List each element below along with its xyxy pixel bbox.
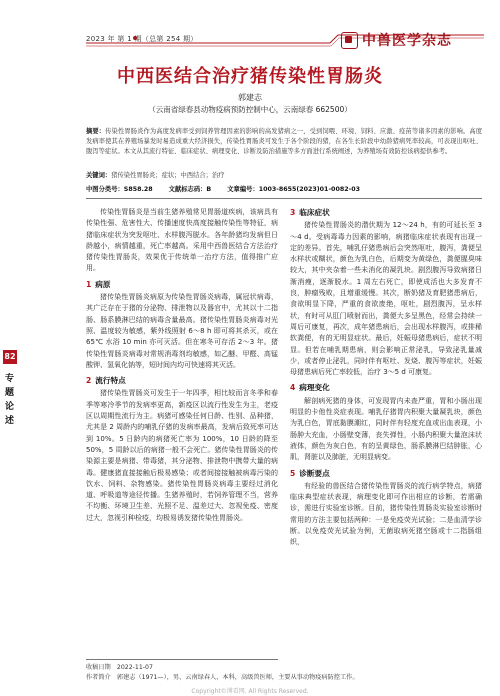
section-number: 3: [290, 208, 296, 217]
page-number: 82: [3, 350, 17, 364]
keywords-label: 关键词：: [86, 172, 112, 179]
intro-paragraph: 传染性胃肠炎是当前生猪养殖常见胃肠道疾病，该病具有传染性强、危害性大、传播速度快高度接触传染性等特征，病猪临床症状为突发呕吐、水样腹泻脱水。各年龄猪均发病但日龄越小，病情越重，死亡率越高。采用中西兽医结合方法治疗猪传染性胃肠炎，效果优于传统单一治疗方法，值得推广应用。: [86, 208, 278, 273]
section-heading-4: [290, 382, 482, 393]
author-bio: 作者简介 郭建志（1971—），男，云南绿春人，本科，高级兽医师，主要从事动物疫病防控工作。: [86, 674, 359, 681]
seal-icon: [341, 32, 358, 49]
section-2-text: 猪传染性胃肠炎可发生于一年四季，相比较而言冬季和春季等寒冷季节的发病率更高，新疫区以流行性发生为主，老疫区以周期性流行为主。病猪可感染任何日龄、性别、品种猪，尤其是 2 周龄内的哺乳仔猪的发病率最高，发病后致死率可达到 10%。5 日龄内的病猪死亡率为 100%，10 日龄的降至 50%，5 周龄以后的病猪一般不会死亡。猪传染性胃肠炎的传染源主要是病猪、带毒猪，其分泌物、排泄物中携带大量的病毒。健康猪直接接触后极易感染；或者间接接触被病毒污染的饮水、饲料、杂物感染。猪传染性胃肠炎病毒主要经过消化道、呼吸道等途径传播。生猪养殖时，若饲养管理不当，营养不均衡、环境卫生差、光照不足、温差过大、忽视免疫、密度过大，忽视引种检疫，均极易诱发猪传染性胃肠炎。: [86, 389, 278, 522]
journal-issue: 2023 年 第 1 期（总第 254 期）: [86, 35, 198, 43]
section-heading-3: [290, 207, 482, 218]
classification-line: [86, 184, 482, 193]
right-column: [290, 207, 482, 549]
section-title: 病理变化: [299, 383, 330, 393]
section-heading-5: [290, 468, 482, 479]
section-3-text: 猪传染性胃肠炎的潜伏期为 12～24 h，有的可延长至 3～4 d。受病毒毒力因素的影响，病猪临床症状表现有出现一定的差异。首先，哺乳仔猪患病后会突然呕吐，腹泻，粪便呈水样状或糊状，颜色为乳白色，后期变为黄绿色，粪便腥臭味较大，其中夹杂着一些未消化的凝乳块。剧烈腹泻导致病猪日渐消瘦，逐渐脱水。1 周左右死亡，即使成活也大多发育不良，肿瘤残败，且增重缓慢。其次，断奶猪及育肥猪患病后，食欲明显下降，严重的食欲废绝，呕吐，剧烈腹泻，呈水样状，有时可从肛门喷射而出，粪便大多呈黑色，经常会持续一周后可康复，再次，成年猪患病后，会出现水样腹泻，或排稀软粪便，有的无明显症状。最后，妊娠母猪患病后，症状不明显。但若在哺乳期患病，则会影响正常泌乳，导致泌乳量减少，或者停止泌乳，同时伴有呕吐、发烧、腹泻等症状，妊娠母猪患病后死亡率较低，治疗 3～5 d 可康复。: [290, 221, 482, 377]
section-title: 流行特点: [95, 376, 126, 386]
section-number: 2: [86, 376, 92, 386]
article-title: 中西医结合治疗猪传染性胃肠炎: [117, 66, 383, 87]
header-divider: [86, 198, 482, 199]
left-column: [86, 207, 278, 524]
section-heading-2: [86, 375, 278, 386]
article-number: 文章编号：1003-8655(2023)01-0082-03: [227, 186, 360, 193]
abstract: [86, 127, 482, 157]
section-4-text: 解剖病死猪的身体，可发现胃内未查严重，胃和小肠出现明显的卡他性炎症表现。哺乳仔猪胃内积聚大量凝乳块，颜色为乳白色，胃底黏膜潮红，同时伴有轻度充血或出血表现，小肠肿大充血，小肠壁变薄，丧失弹性，小肠内积聚大量泡沫状液体，颜色为灰白色，有的呈黄绿色，肠系膜淋巴结肿胀，心肌，肾脏以及肺脏，无明显病变。: [290, 396, 482, 462]
logo-text: 中兽医学杂志: [362, 33, 452, 49]
section-heading-1: [86, 279, 278, 290]
footnote-divider: [86, 659, 278, 660]
keywords: [86, 170, 482, 179]
copyright-watermark: Copyright©博看网. All Rights Reserved.: [191, 688, 309, 695]
section-title: 诊断要点: [299, 468, 330, 478]
journal-logo: [341, 30, 452, 50]
abstract-label: 摘要：: [86, 128, 106, 135]
article-author: 郭建志: [238, 93, 262, 102]
section-number: 5: [290, 468, 296, 478]
clc-number: 中图分类号：S858.28: [86, 186, 153, 193]
document-code: 文献标志码：B: [168, 186, 212, 193]
section-5-text: 有经验的兽医结合猪传染性胃肠炎的流行病学特点，病猪临床典型症状表现，病理变化即可作出相应的诊断，若需确诊，需进行实验室诊断。目前，猪传染性胃肠炎实验室诊断时常用的方法主要包括两种：一是免疫荧光试验；二是血清学诊断。以免疫荧光试验为例，无菌取病死猪空肠或十二指肠组织，: [290, 481, 482, 547]
section-title: 病原: [95, 279, 111, 289]
abstract-text: 传染性胃肠炎作为高度发病率受到饲养管理因素的影响的高发猪病之一，受到饲喂、环境、饲料、应激、疫苗等诸多因素的影响。高度发病率使其在养殖场暴发时易造成重大经济损失，传染性胃肠炎可发生于各个阶段的猪，在各生长阶段中幼龄猪病死率较高，可表现出呕吐、腹泻等症状。本文从其流行特征、临床症状、病理变化、诊断及防治措施等多方面进行系统阐述，为养殖场有效防控该病提供参考。: [86, 128, 483, 155]
section-number: 1: [86, 279, 92, 289]
section-title: 临床症状: [299, 208, 330, 217]
author-affiliation: （云南省绿春县动物疫病预防控制中心，云南绿春 662500）: [148, 105, 352, 114]
section-number: 4: [290, 383, 296, 393]
section-tab-label: 专题论述: [5, 374, 15, 426]
received-date: 收稿日期 2022-11-07: [86, 664, 153, 671]
section-1-text: 猪传染性胃肠炎病原为传染性胃肠炎病毒，属冠状病毒，其广泛存在于猪的分泌物、排泄物以及器官中，尤其以十二指肠、肠系膜淋巴结的病毒含量最高。猪传染性胃肠炎病毒对光照、温度较为敏感，紫外线照射 6～8 h 即可将其杀灭，或在 65℃ 水浴 10 min 亦可灭活。但在寒冬可存活 2～3 年。猪传染性胃肠炎病毒对常规消毒剂均敏感，如乙醚、甲醛、高锰酸钾、氢氧化钠等，短时间内均可快速将其灭活。: [86, 293, 278, 369]
keywords-text: 猪传染性胃肠炎；症状；中西结合；治疗: [111, 172, 225, 179]
